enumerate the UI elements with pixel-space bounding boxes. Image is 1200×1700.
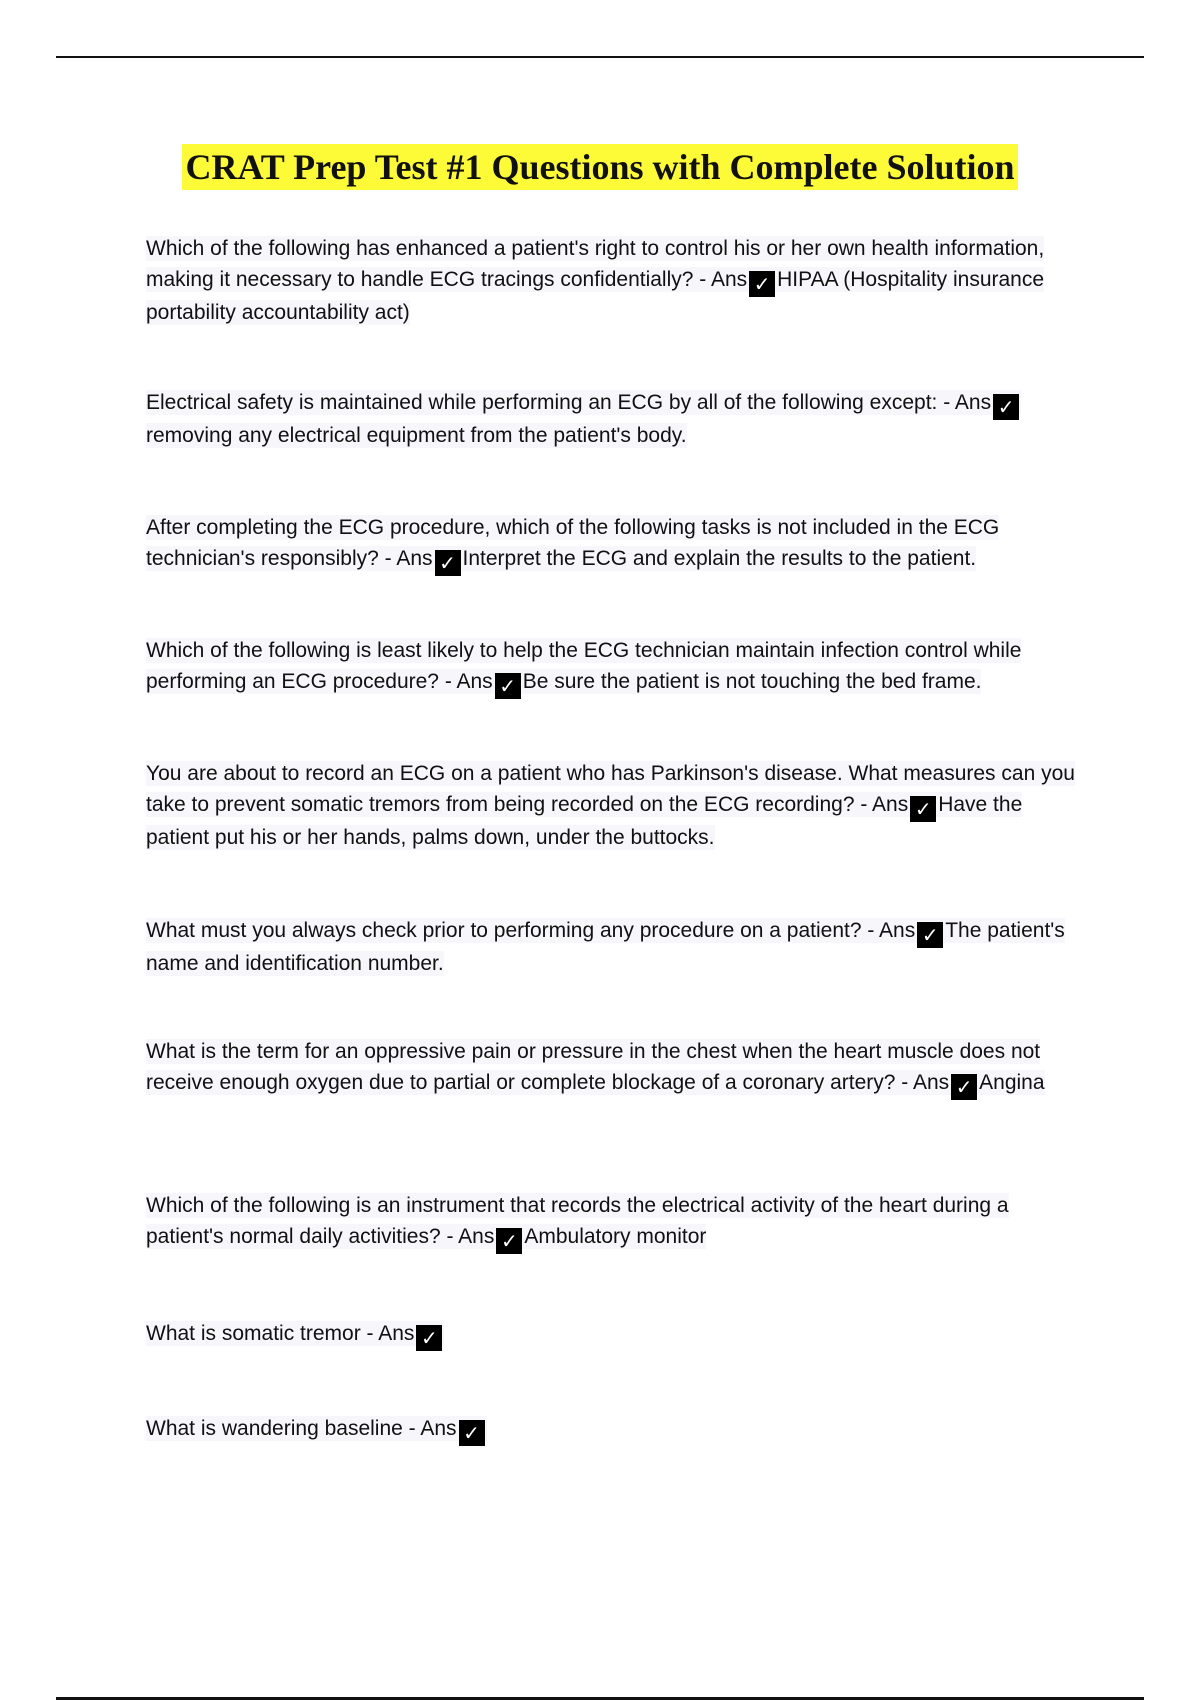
question-text: Which of the following has enhanced a patient's right to control his or her own health information, making it necessary to handle ECG tracings confidentially? -: [146, 237, 1045, 291]
question-text: What must you always check prior to performing any procedure on a patient? -: [146, 919, 880, 942]
qa-item: [146, 1036, 1086, 1100]
question-text: What is the term for an oppressive pain or pressure in the chest when the heart muscle does not receive enough oxygen due to partial or complete blockage of a coronary artery? -: [146, 1040, 1041, 1094]
question-text: What is wandering baseline -: [146, 1417, 421, 1440]
question-text: You are about to record an ECG on a patient who has Parkinson's disease. What measures can you take to prevent somatic tremors from being recorded on the ECG recording? -: [146, 762, 1075, 816]
answer-text: Have the patient put his or her hands, palms down, under the buttocks.: [146, 793, 1023, 849]
answer-prefix: Ans: [912, 1071, 950, 1094]
title-wrap: [0, 144, 1200, 190]
qa-item: [146, 387, 1086, 451]
answer-text: Interpret the ECG and explain the results to the patient.: [462, 547, 977, 570]
check-box-icon: ✓: [749, 271, 775, 297]
check-box-icon: ✓: [951, 1074, 977, 1100]
qa-item: [146, 233, 1086, 328]
question-text: Electrical safety is maintained while performing an ECG by all of the following except: -: [146, 391, 955, 414]
qa-line: [146, 1039, 1045, 1099]
qa-item: [146, 1413, 1086, 1446]
qa-line: [146, 1321, 444, 1350]
answer-prefix: Ans: [378, 1322, 415, 1345]
answer-prefix: Ans: [458, 1225, 495, 1248]
answer-prefix: Ans: [456, 670, 493, 693]
answer-text: Ambulatory monitor: [524, 1225, 707, 1248]
qa-line: [146, 918, 1065, 976]
answer-text: HIPAA (Hospitality insurance portability accountability act): [146, 268, 1045, 324]
qa-item: [146, 512, 1086, 576]
qa-line: [146, 515, 1000, 575]
qa-line: [146, 390, 1021, 448]
qa-item: [146, 1190, 1086, 1254]
check-box-icon: ✓: [435, 550, 461, 576]
answer-text: The patient's name and identification number.: [146, 919, 1065, 975]
answer-text: removing any electrical equipment from the patient's body.: [146, 424, 687, 447]
qa-item: [146, 758, 1086, 853]
qa-line: [146, 638, 1022, 698]
top-rule: [56, 56, 1144, 58]
check-box-icon: ✓: [459, 1420, 485, 1446]
answer-prefix: Ans: [872, 793, 909, 816]
answer-text: Angina: [979, 1071, 1045, 1094]
qa-line: [146, 1416, 487, 1445]
question-text: After completing the ECG procedure, which of the following tasks is not included in the ECG technician's responsibly? -: [146, 516, 1000, 570]
qa-item: [146, 1318, 1086, 1351]
check-box-icon: ✓: [496, 1228, 522, 1254]
check-box-icon: ✓: [993, 394, 1019, 420]
qa-line: [146, 1193, 1009, 1253]
check-box-icon: ✓: [416, 1325, 442, 1351]
answer-prefix: Ans: [954, 391, 992, 414]
answer-text: Be sure the patient is not touching the bed frame.: [522, 670, 982, 693]
question-text: What is somatic tremor -: [146, 1322, 379, 1345]
question-text: Which of the following is least likely to help the ECG technician maintain infection control while performing an ECG procedure? -: [146, 639, 1022, 693]
question-text: Which of the following is an instrument that records the electrical activity of the heart during a patient's normal daily activities? -: [146, 1194, 1009, 1248]
check-box-icon: ✓: [495, 673, 521, 699]
document-title: CRAT Prep Test #1 Questions with Complete Solution: [182, 144, 1017, 190]
qa-line: [146, 236, 1044, 325]
qa-item: [146, 915, 1086, 979]
check-box-icon: ✓: [917, 922, 943, 948]
answer-prefix: Ans: [879, 919, 916, 942]
check-box-icon: ✓: [910, 796, 936, 822]
answer-prefix: Ans: [420, 1417, 457, 1440]
qa-line: [146, 761, 1075, 850]
answer-prefix: Ans: [396, 547, 433, 570]
qa-item: [146, 635, 1086, 699]
answer-prefix: Ans: [710, 268, 748, 291]
